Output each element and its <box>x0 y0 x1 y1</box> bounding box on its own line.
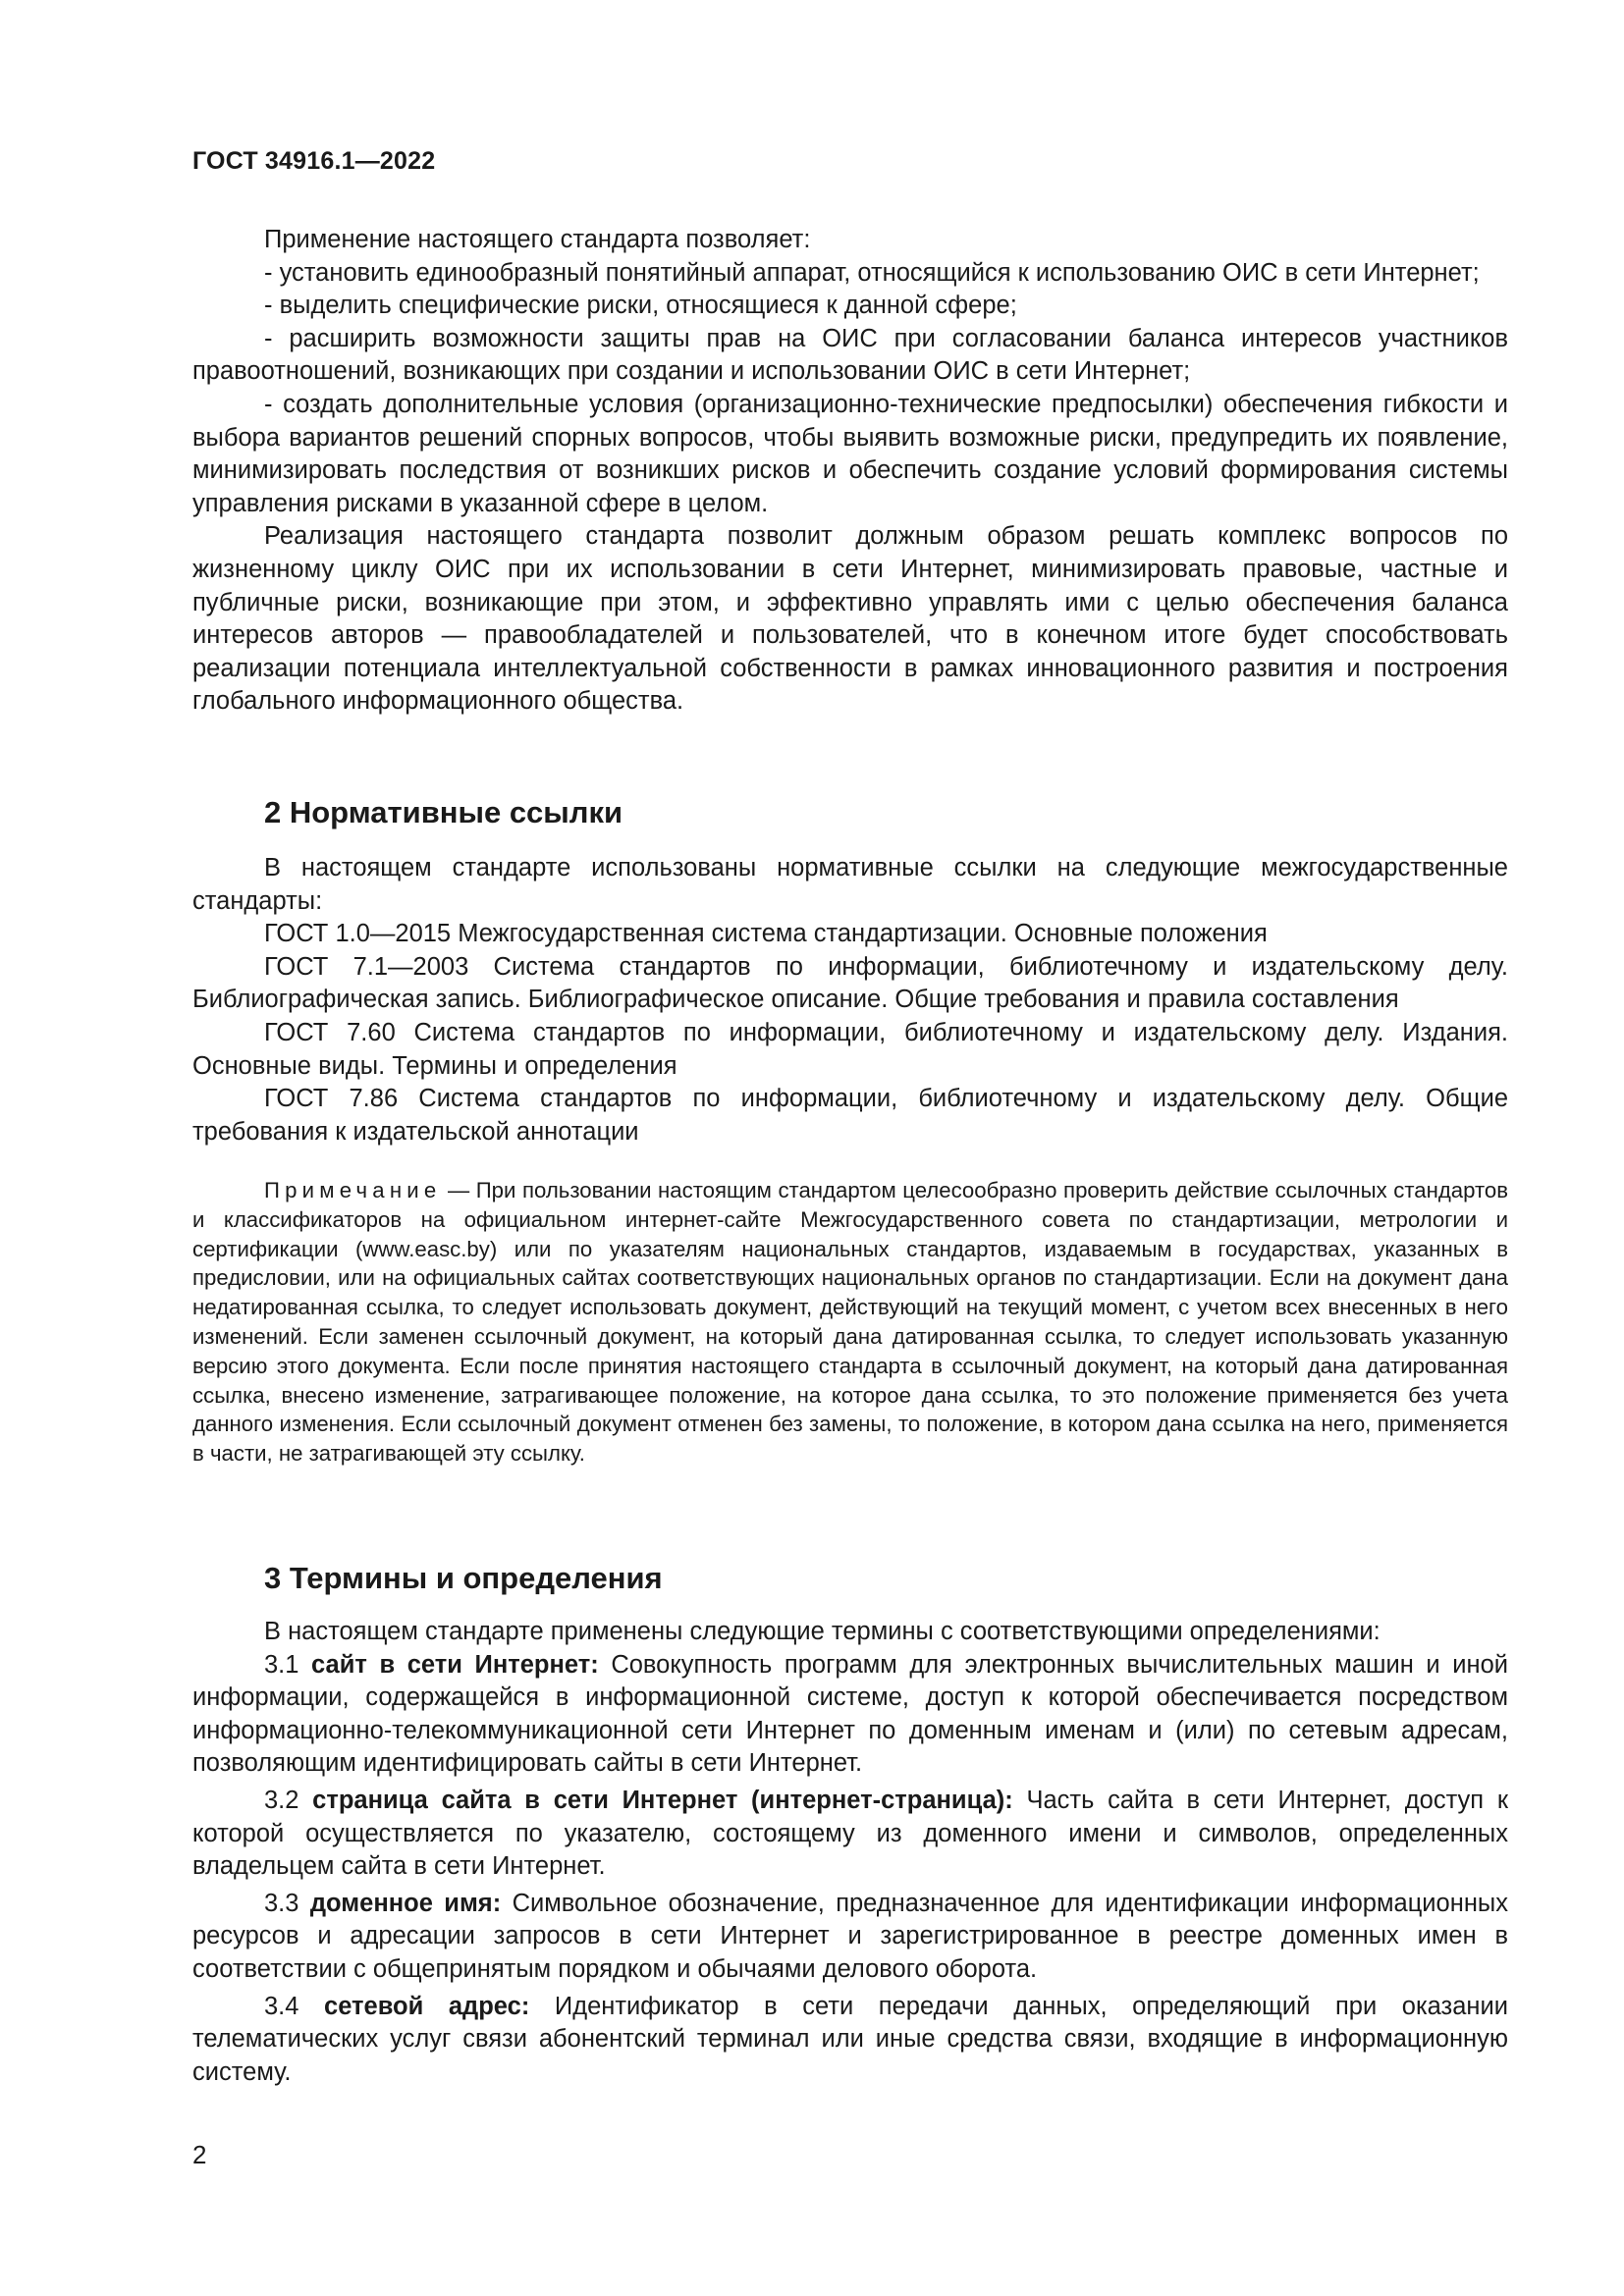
page-number: 2 <box>192 2140 207 2169</box>
section-3 <box>192 1559 1508 1598</box>
section-intro: В настоящем стандарте применены следующие термины с соответствующими определениями: <box>264 1618 1380 1645</box>
section-title: 3 Термины и определения <box>264 1561 663 1595</box>
intro-list-item: - установить единообразный понятийный аппарат, относящийся к использованию ОИС в сети Интернет; <box>264 258 1480 287</box>
intro-list-item: - создать дополнительные условия (организационно-технические предпосылки) обеспечения гибкости и выбора вариантов решений спорных вопросов, чтобы выявить возможные риски, предупредить их появление, минимизировать последствия от возникших рисков и обеспечить создание условий формирования системы управления рисками в указанной сфере в целом. <box>192 390 1508 517</box>
term-number: 3.1 <box>264 1650 312 1679</box>
section-intro: В настоящем стандарте использованы нормативные ссылки на следующие межгосударственные стандарты: <box>192 854 1508 915</box>
term-number: 3.4 <box>264 1992 325 2020</box>
note-label: Примечание <box>264 1178 442 1202</box>
intro-block <box>192 224 1508 719</box>
term-number: 3.3 <box>264 1889 310 1917</box>
term-text: Идентификатор в сети передачи данных, определяющий при оказании телематических услуг связи абонентский терминал или иные средства связи, входящие в информационную систему. <box>192 1992 1508 2086</box>
term-definition <box>192 1785 1508 1884</box>
intro-paragraph: Применение настоящего стандарта позволяет: <box>264 226 811 253</box>
normative-reference: ГОСТ 1.0—2015 Межгосударственная система стандартизации. Основные положения <box>264 920 1268 948</box>
term-text: Совокупность программ для электронных вычислительных машин и иной информации, содержащейся в информационной системе, доступ к которой обеспечивается посредством информационно-телекоммуникационной сети Интернет по доменным именам и (или) по сетевым адресам, позволяющим идентифицировать сайты в сети Интернет. <box>192 1650 1508 1778</box>
document-code-header: ГОСТ 34916.1—2022 <box>192 147 436 175</box>
term-name: сайт в сети Интернет: <box>311 1650 599 1679</box>
term-text: Символьное обозначение, предназначенное для идентификации информационных ресурсов и адресации запросов в сети Интернет и зарегистрированное в реестре доменных имен в соответствии с общепринятым порядком и обычаями делового оборота. <box>192 1889 1508 1983</box>
term-name: сетевой адрес: <box>324 1992 530 2020</box>
section-3-body <box>192 1616 1508 2089</box>
term-text: Часть сайта в сети Интернет, доступ к которой осуществляется по указателю, состоящему из доменного имени и символов, определенных владельцем сайта в сети Интернет. <box>192 1786 1508 1881</box>
intro-paragraph: Реализация настоящего стандарта позволит должным образом решать комплекс вопросов по жизненному циклу ОИС при их использовании в сети Интернет, минимизировать правовые, частные и публичные риски, возникающие при этом, и эффективно управлять ими с целью обеспечения баланса интересов авторов — правообладателей и пользователей, что в конечном итоге будет способствовать реализации потенциала интеллектуальной собственности в рамках инновационного развития и построения глобального информационного общества. <box>192 522 1508 716</box>
section-title: 2 Нормативные ссылки <box>264 795 623 829</box>
term-definition <box>192 1649 1508 1781</box>
section-2 <box>192 793 1508 832</box>
term-definition <box>192 1991 1508 2090</box>
note-paragraph <box>192 1176 1508 1468</box>
normative-reference: ГОСТ 7.60 Система стандартов по информации, библиотечному и издательскому делу. Издания. Основные виды. Термины и определения <box>192 1018 1508 1080</box>
section-2-body <box>192 852 1508 1148</box>
term-definition <box>192 1888 1508 1987</box>
term-number: 3.2 <box>264 1786 313 1814</box>
normative-reference: ГОСТ 7.1—2003 Система стандартов по информации, библиотечному и издательскому делу. Библиографическая запись. Библиографическое описание. Общие требования и правила составления <box>192 952 1508 1014</box>
normative-reference: ГОСТ 7.86 Система стандартов по информации, библиотечному и издательскому делу. Общие требования к издательской аннотации <box>192 1085 1508 1146</box>
term-name: страница сайта в сети Интернет (интернет-страница): <box>312 1786 1013 1814</box>
note-text: — При пользовании настоящим стандартом целесообразно проверить действие ссылочных стандартов и классификаторов на официальном интернет-сайте Межгосударственного совета по стандартизации, метрологии и сертификации (www.easc.by) или по указателям национальных стандартов, издаваемым в государствах, указанных в предисловии, или на официальных сайтах соответствующих национальных органов по стандартизации. Если на документ дана недатированная ссылка, то следует использовать документ, действующий на текущий момент, с учетом всех внесенных в него изменений. Если заменен ссылочный документ, на который дана датированная ссылка, то следует использовать указанную версию этого документа. Если после принятия настоящего стандарта в ссылочный документ, на который дана датированная ссылка, внесено изменение, затрагивающее положение, на которое дана ссылка, то это положение применяется без учета данного изменения. Если ссылочный документ отменен без замены, то положение, в котором дана ссылка на него, применяется в части, не затрагивающей эту ссылку. <box>192 1178 1508 1467</box>
note-block <box>192 1176 1508 1468</box>
intro-list-item: - выделить специфические риски, относящиеся к данной сфере; <box>264 292 1017 320</box>
term-name: доменное имя: <box>309 1889 502 1917</box>
intro-list-item: - расширить возможности защиты прав на ОИС при согласовании баланса интересов участников правоотношений, возникающих при создании и использовании ОИС в сети Интернет; <box>192 324 1508 386</box>
